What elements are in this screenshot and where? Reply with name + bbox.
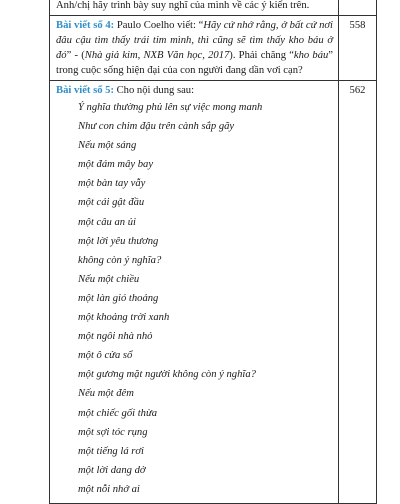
essay-5-intro bbox=[56, 83, 333, 98]
essay-prompt-text: Anh/chị hãy trình bày suy nghĩ của mình về các ý kiến trên. bbox=[56, 0, 310, 11]
essay-4-text-after: ” trong cuộc sống hiện đại của con người đang dần vơi cạn? bbox=[56, 50, 333, 76]
poem-line: một lời yêu thương bbox=[78, 235, 159, 247]
essay-5-intro-text: Cho nội dung sau: bbox=[113, 85, 195, 96]
page-number: 562 bbox=[349, 85, 366, 96]
poem-line: Ý nghĩa thường phủ lên sự việc mong manh bbox=[78, 102, 263, 113]
essay-5-label: Bài viết số 5: bbox=[56, 85, 114, 96]
table-row bbox=[50, 81, 377, 504]
poem-line: Như con chim đậu trên cành sắp gãy bbox=[78, 121, 235, 133]
poem-line: Nếu một chiều bbox=[78, 273, 140, 285]
poem-line: một lời dang dở bbox=[78, 464, 146, 476]
page-number-cell bbox=[339, 0, 377, 16]
table-row bbox=[50, 0, 377, 16]
essay-4-text-middle2: ). Phải chăng “ bbox=[229, 50, 294, 61]
poem-line: một ô cửa sổ bbox=[78, 350, 133, 362]
poem-line: một câu an ủi bbox=[78, 216, 136, 228]
page-number-cell bbox=[339, 81, 377, 504]
page-number-cell bbox=[339, 16, 377, 81]
poem-line: một khoảng trời xanh bbox=[78, 312, 170, 324]
poem-line: một tiếng lá rơi bbox=[78, 445, 144, 457]
poem bbox=[56, 100, 333, 497]
essay-4-keyword: kho báu bbox=[293, 50, 329, 61]
row-content bbox=[50, 0, 339, 16]
poem-line: không còn ý nghĩa? bbox=[78, 254, 162, 266]
essay-4-citation: Nhà giả kim, NXB Văn học, 2017 bbox=[84, 50, 230, 61]
row-content bbox=[50, 81, 339, 504]
poem-line: Nếu một đêm bbox=[78, 388, 134, 400]
poem-line: Nếu một sáng bbox=[78, 140, 137, 152]
row-content bbox=[50, 16, 339, 81]
poem-line: một đám mây bay bbox=[78, 159, 154, 171]
poem-line: một nỗi nhớ ai bbox=[78, 483, 140, 495]
poem-line: một sợi tóc rụng bbox=[78, 426, 148, 438]
essay-4-text-middle: ” - ( bbox=[66, 50, 85, 61]
poem-line: một bàn tay vẫy bbox=[78, 178, 146, 190]
essay-4-label: Bài viết số 4: bbox=[56, 20, 115, 31]
table-row bbox=[50, 16, 377, 81]
page-number: 558 bbox=[349, 20, 366, 31]
essay-4-text bbox=[56, 18, 333, 78]
poem-line: một chiếc gối thừa bbox=[78, 407, 158, 419]
poem-line: một làn gió thoảng bbox=[78, 292, 159, 304]
poem-line: một gương mặt người không còn ý nghĩa? bbox=[78, 369, 256, 381]
poem-line: một ngôi nhà nhỏ bbox=[78, 331, 153, 343]
essay-4-quote: Hãy cứ nhớ rằng, ở bất cứ nơi đâu cậu tìm thấy trái tim mình, thì cũng sẽ tìm thấy kho báu ở đó bbox=[56, 20, 333, 61]
poem-line: một cái gật đầu bbox=[78, 197, 145, 209]
essay-4-text-before: Paulo Coelho viết: “ bbox=[114, 20, 204, 31]
essay-table bbox=[49, 0, 377, 504]
